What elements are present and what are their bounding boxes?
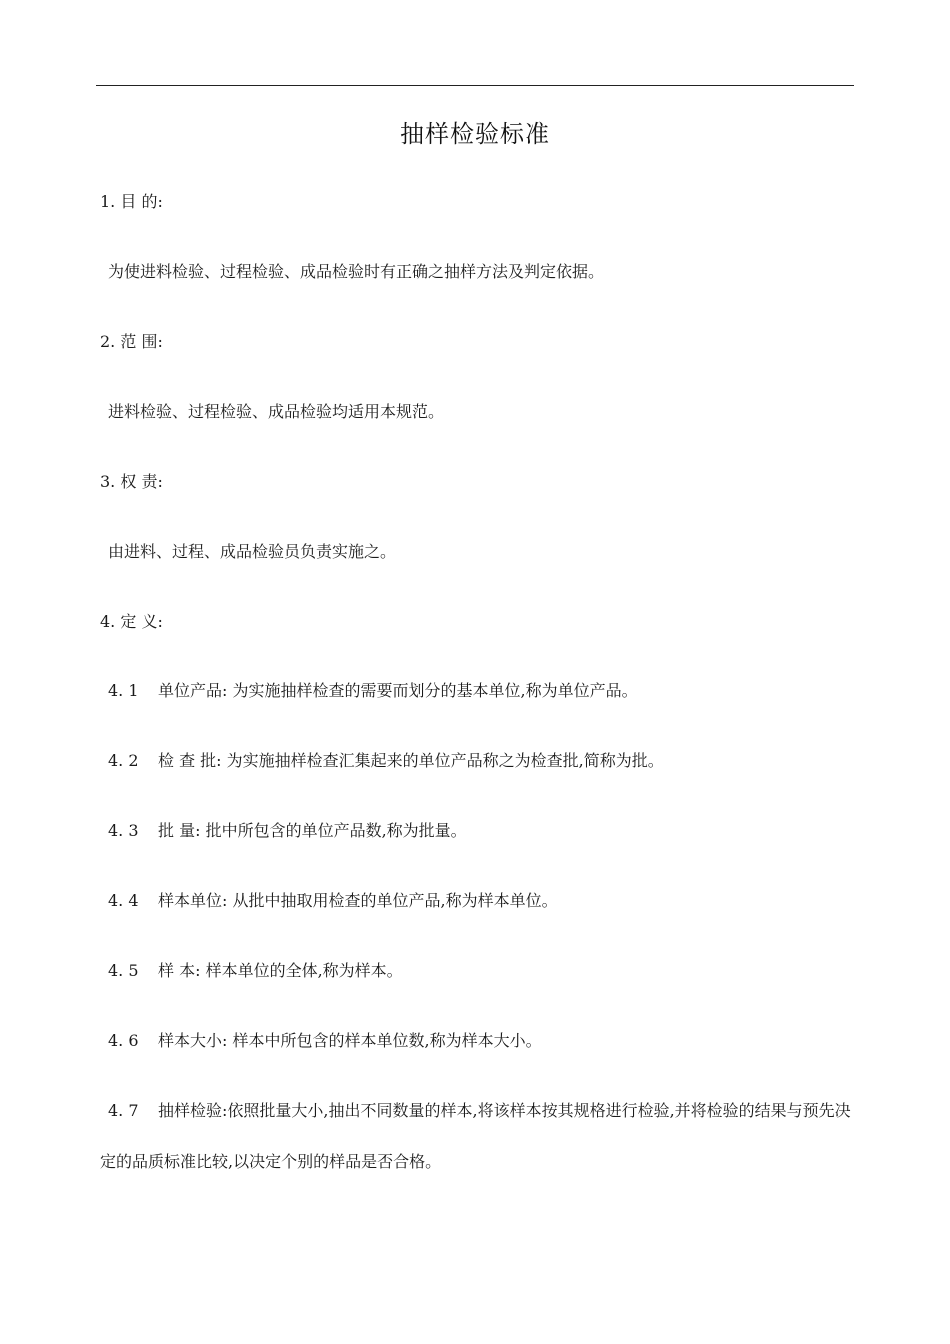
definition-number: 4. 6: [108, 1031, 139, 1050]
definition-text: 样本单位: 从批中抽取用检查的单位产品,称为样本单位。: [158, 891, 558, 910]
definition-text: 批 量: 批中所包含的单位产品数,称为批量。: [158, 821, 467, 840]
section-body-scope: 进料检验、过程检验、成品检验均适用本规范。: [108, 402, 445, 421]
section-heading-definitions: 4. 定 义:: [100, 612, 163, 631]
header-rule: [96, 85, 854, 86]
section-body-purpose: 为使进料检验、过程检验、成品检验时有正确之抽样方法及判定依据。: [108, 262, 605, 281]
definition-item: [108, 750, 664, 772]
definition-number: 4. 7: [108, 1101, 139, 1120]
definition-item: [108, 890, 558, 912]
definition-item: [108, 680, 638, 702]
definition-text: 样 本: 样本单位的全体,称为样本。: [158, 961, 403, 980]
definition-text: 抽样检验:依照批量大小,抽出不同数量的样本,将该样本按其规格进行检验,并将检验的结果与预先决定的品质标准比较,以决定个别的样品是否合格。: [100, 1101, 851, 1171]
definition-text: 样本大小: 样本中所包含的样本单位数,称为样本大小。: [158, 1031, 542, 1050]
definition-number: 4. 5: [108, 961, 139, 980]
section-body-responsibility: 由进料、过程、成品检验员负责实施之。: [108, 542, 397, 561]
section-heading-scope: 2. 范 围:: [100, 332, 163, 351]
definition-number: 4. 1: [108, 681, 139, 700]
section-heading-purpose: 1. 目 的:: [100, 192, 163, 211]
document-title: 抽样检验标准: [400, 120, 550, 148]
definition-item: [108, 960, 403, 982]
definition-item: [108, 1030, 542, 1052]
definition-number: 4. 2: [108, 751, 139, 770]
definition-item-wrapped: [100, 1085, 852, 1187]
definition-text: 单位产品: 为实施抽样检查的需要而划分的基本单位,称为单位产品。: [158, 681, 638, 700]
section-heading-responsibility: 3. 权 责:: [100, 472, 163, 491]
definition-text: 检 查 批: 为实施抽样检查汇集起来的单位产品称之为检查批,简称为批。: [158, 751, 664, 770]
definition-number: 4. 4: [108, 891, 139, 910]
definition-number: 4. 3: [108, 821, 139, 840]
definition-item: [108, 820, 467, 842]
